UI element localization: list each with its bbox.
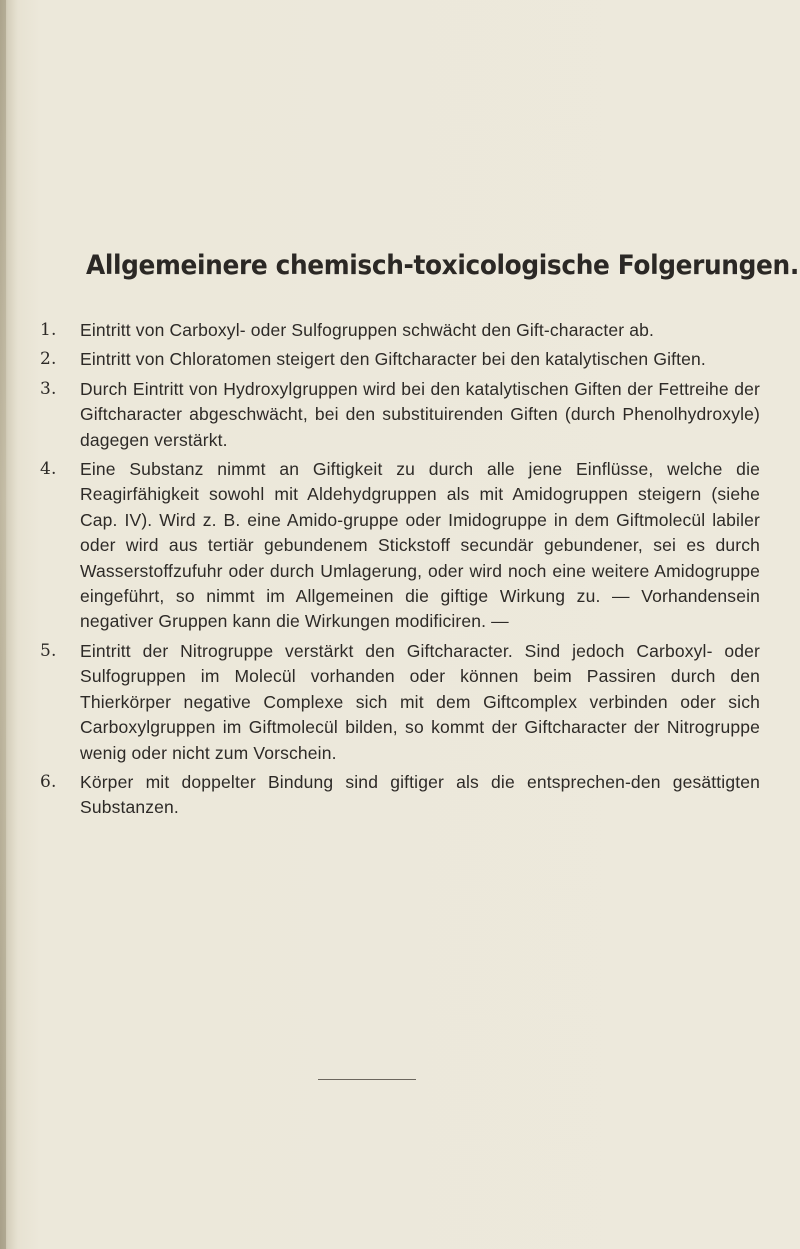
item-text: Eine Substanz nimmt an Giftigkeit zu durch alle jene Einflüsse, welche die Reagirfähigkeit sowohl mit Aldehydgruppen als mit Amidogruppen steigern (siehe Cap. IV). Wird z. B. eine Amido-gruppe oder Imidogruppe in dem Giftmolecül labiler oder wird aus tertiär gebundenem Stickstoff secundär gebundener, sei es durch Wasserstoffzufuhr oder durch Umlagerung, oder wird noch eine weitere Amidogruppe eingeführt, so nimmt im Allgemeinen die giftige Wirkung zu. — Vorhandensein negativer Gruppen kann die Wirkungen modificiren. —: [80, 459, 760, 632]
item-text: Eintritt der Nitrogruppe verstärkt den Giftcharacter. Sind jedoch Carboxyl- oder Sulfogruppen im Molecül vorhanden oder können beim Passiren durch den Thierkörper negative Complexe sich mit dem Giftcomplex verbinden oder sich Carboxylgruppen im Giftmolecül bilden, so kommt der Giftcharacter der Nitrogruppe wenig oder nicht zum Vorschein.: [80, 640, 760, 763]
item-number: 4.: [40, 459, 57, 480]
list-item: [40, 377, 760, 453]
item-number: 2.: [40, 349, 57, 370]
item-text: Eintritt von Chloratomen steigert den Giftcharacter bei den katalytischen Giften.: [80, 349, 706, 370]
list-item: [40, 318, 760, 343]
end-rule-divider: [318, 1079, 416, 1080]
item-text: Eintritt von Carboxyl- oder Sulfogruppen schwächt den Gift-character ab.: [80, 320, 654, 340]
item-number: 1.: [40, 320, 57, 340]
list-item: [40, 639, 760, 766]
page-title: Allgemeinere chemisch-toxicologische Folgerungen.: [86, 250, 799, 281]
item-number: 5.: [40, 640, 57, 661]
conclusions-list: [40, 318, 760, 825]
list-item: [40, 347, 760, 372]
item-number: 3.: [40, 378, 57, 399]
item-text: Körper mit doppelter Bindung sind giftiger als die entsprechen-den gesättigten Substanzen.: [80, 771, 760, 818]
item-number: 6.: [40, 771, 57, 792]
list-item: [40, 770, 760, 821]
item-text: Durch Eintritt von Hydroxylgruppen wird bei den katalytischen Giften der Fettreihe der Giftcharacter abgeschwächt, bei den substituirenden Giften (durch Phenolhydroxyle) dagegen verstärkt.: [80, 378, 760, 450]
list-item: [40, 457, 760, 635]
